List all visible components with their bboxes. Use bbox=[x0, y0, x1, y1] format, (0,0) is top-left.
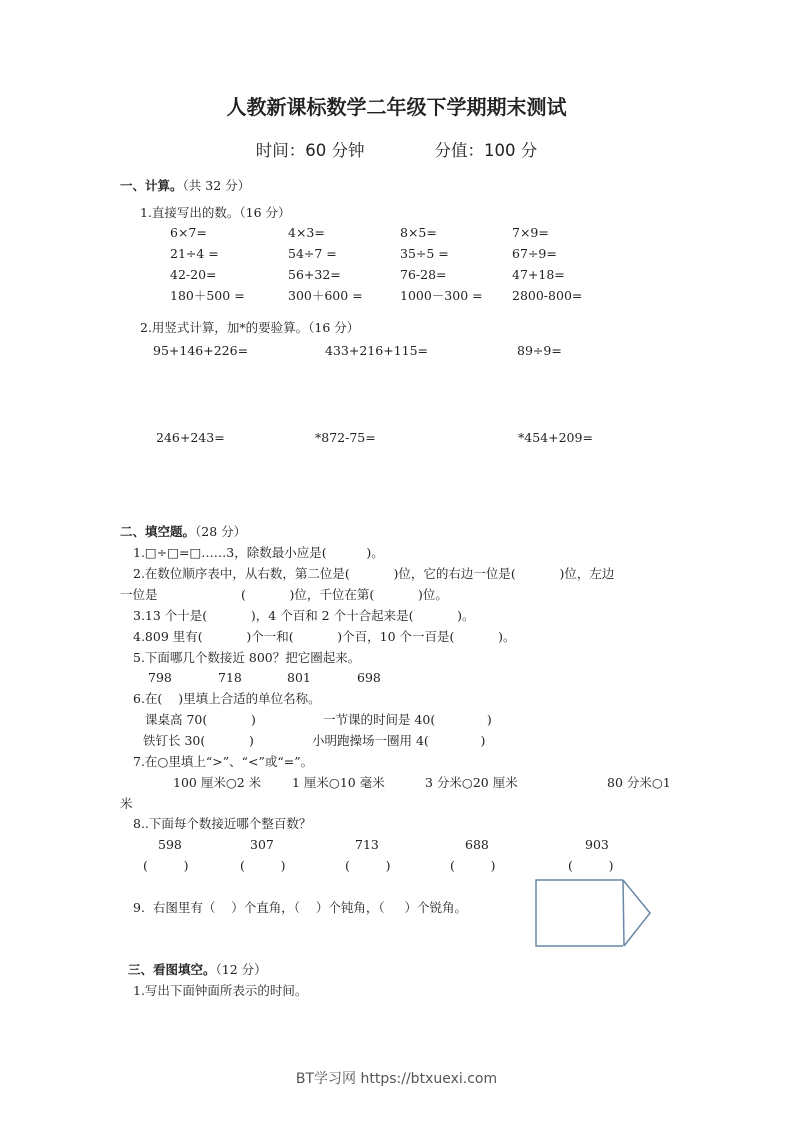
number: 798 bbox=[148, 670, 172, 685]
number: 698 bbox=[357, 670, 381, 685]
problem: *872-75= bbox=[315, 430, 376, 445]
problem: 76-28= bbox=[400, 267, 447, 282]
q2-label: 2.用竖式计算，加*的要验算。（16 分） bbox=[140, 320, 360, 335]
compare-item: 80 分米○1 bbox=[607, 775, 671, 790]
number: 307 bbox=[250, 837, 274, 852]
problem: 2800-800= bbox=[512, 288, 583, 303]
exam-time: 时间：60 分钟 bbox=[255, 141, 365, 160]
unit-item: 课桌高 70( ) bbox=[145, 712, 256, 727]
problem: 95+146+226= bbox=[153, 343, 249, 358]
exam-info bbox=[0, 140, 793, 162]
number: 718 bbox=[218, 670, 242, 685]
number: 801 bbox=[287, 670, 311, 685]
problem: 67÷9= bbox=[512, 246, 557, 261]
fill-q1: 1.□÷□=□……3，除数最小应是( )。 bbox=[133, 545, 384, 560]
problem: 89÷9= bbox=[517, 343, 562, 358]
problem: 42-20= bbox=[170, 267, 217, 282]
problem: 4×3= bbox=[288, 225, 325, 240]
pentagon-figure bbox=[530, 875, 660, 955]
problem: 56+32= bbox=[288, 267, 341, 282]
problem: *454+209= bbox=[518, 430, 593, 445]
unit-item: 铁钉长 30( ) bbox=[143, 733, 254, 748]
problem: 54÷7 = bbox=[288, 246, 337, 261]
problem: 8×5= bbox=[400, 225, 437, 240]
q1-label: 1.直接写出的数。（16 分） bbox=[140, 205, 291, 220]
compare-item: 100 厘米○2 米 bbox=[173, 775, 262, 790]
problem: 7×9= bbox=[512, 225, 549, 240]
section2-heading: 二、填空题。（28 分） bbox=[120, 524, 247, 539]
section3-heading: 三、看图填空。（12 分） bbox=[128, 962, 267, 977]
compare-item: 1 厘米○10 毫米 bbox=[292, 775, 385, 790]
answer-blank: ( ) bbox=[143, 858, 189, 873]
problem: 180＋500 = bbox=[170, 288, 245, 303]
problem: 35÷5 = bbox=[400, 246, 449, 261]
fill-q3: 3.13 个十是( )，4 个百和 2 个十合起来是( )。 bbox=[133, 608, 475, 623]
fill-q8: 8..下面每个数接近哪个整百数？ bbox=[133, 816, 312, 831]
number: 713 bbox=[355, 837, 379, 852]
answer-blank: ( ) bbox=[345, 858, 391, 873]
fill-q4: 4.809 里有( )个一和( )个百，10 个一百是( )。 bbox=[133, 629, 516, 644]
answer-blank: ( ) bbox=[240, 858, 286, 873]
page-title: 人教新课标数学二年级下学期期末测试 bbox=[226, 95, 567, 119]
unit-item: 一节课的时间是 40( ) bbox=[323, 712, 492, 727]
footer-watermark: BT学习网 https://btxuexi.com bbox=[295, 1071, 498, 1087]
problem: 6×7= bbox=[170, 225, 207, 240]
number: 903 bbox=[585, 837, 609, 852]
section1-heading: 一、计算。（共 32 分） bbox=[120, 178, 251, 193]
compare-item: 3 分米○20 厘米 bbox=[425, 775, 518, 790]
fill-q9: 9. 右图里有（ ）个直角，（ ）个钝角，（ ）个锐角。 bbox=[133, 900, 468, 915]
problem: 1000－300 = bbox=[400, 288, 483, 303]
fill-q6: 6.在( )里填上合适的单位名称。 bbox=[133, 691, 321, 706]
fill-q2: 2.在数位顺序表中，从右数，第二位是( )位，它的右边一位是( )位，左边 bbox=[133, 566, 615, 581]
fill-q2-cont: 一位是 ( )位，千位在第( )位。 bbox=[120, 587, 448, 602]
problem: 21÷4 = bbox=[170, 246, 219, 261]
answer-blank: ( ) bbox=[568, 858, 614, 873]
number: 688 bbox=[465, 837, 489, 852]
answer-blank: ( ) bbox=[450, 858, 496, 873]
problem: 300＋600 = bbox=[288, 288, 363, 303]
problem: 246+243= bbox=[156, 430, 225, 445]
exam-score: 分值：100 分 bbox=[434, 141, 538, 160]
number: 598 bbox=[158, 837, 182, 852]
compare-wrap: 米 bbox=[120, 796, 133, 811]
problem: 47+18= bbox=[512, 267, 565, 282]
unit-item: 小明跑操场一圈用 4( ) bbox=[312, 733, 486, 748]
problem: 433+216+115= bbox=[325, 343, 428, 358]
fill-q7: 7.在○里填上“>”、“<”或“=”。 bbox=[133, 754, 314, 769]
fill-q5: 5.下面哪几个数接近 800？把它圈起来。 bbox=[133, 650, 361, 665]
clock-q1: 1.写出下面钟面所表示的时间。 bbox=[133, 983, 308, 998]
